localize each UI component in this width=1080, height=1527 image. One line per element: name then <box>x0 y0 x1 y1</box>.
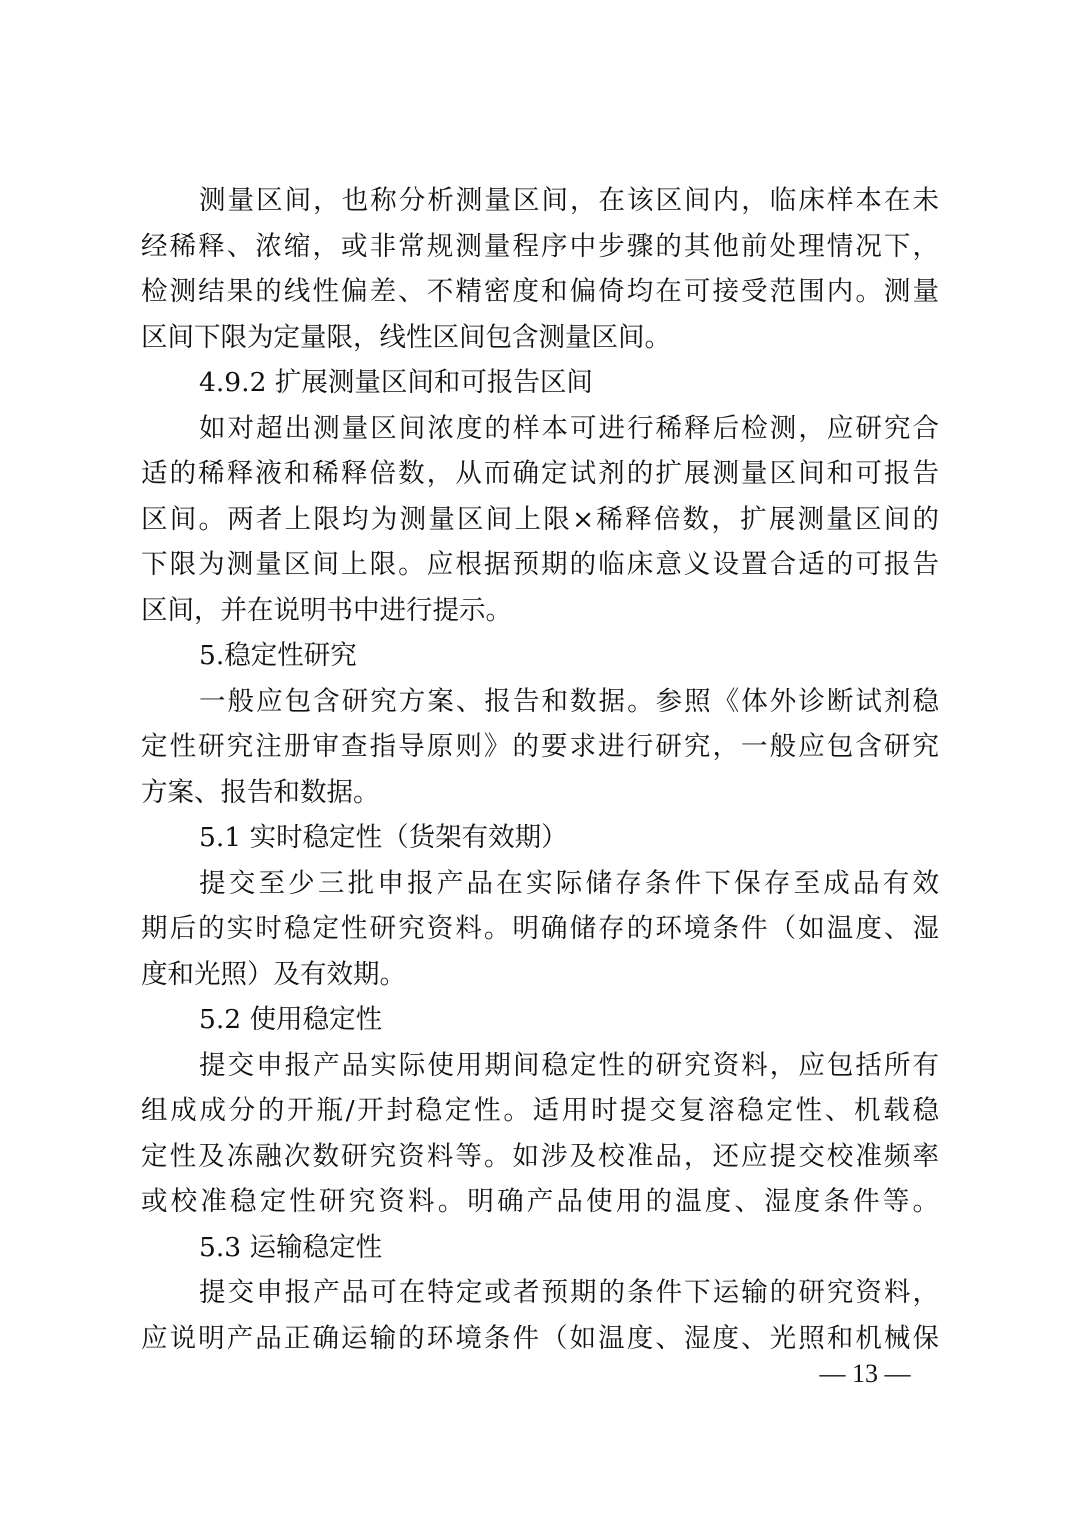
text-line: 区间。两者上限均为测量区间上限×稀释倍数，扩展测量区间的 <box>141 503 939 535</box>
text-line: 区间下限为定量限，线性区间包含测量区间。 <box>141 321 671 353</box>
section-heading: 5.2 使用稳定性 <box>199 1004 383 1035</box>
page-number: — 13 — <box>819 1359 911 1388</box>
text-line: 方案、报告和数据。 <box>141 776 380 808</box>
text-line: 如对超出测量区间浓度的样本可进行稀释后检测，应研究合 <box>199 412 939 444</box>
text-line: 定性研究注册审查指导原则》的要求进行研究，一般应包含研究 <box>141 731 939 762</box>
text-line: 提交申报产品实际使用期间稳定性的研究资料，应包括所有 <box>199 1049 939 1081</box>
text-line: 期后的实时稳定性研究资料。明确储存的环境条件（如温度、湿 <box>141 913 939 944</box>
text-line: 或校准稳定性研究资料。明确产品使用的温度、湿度条件等。 <box>141 1186 939 1217</box>
section-heading: 5.1 实时稳定性（货架有效期） <box>199 822 568 853</box>
body-text <box>141 178 939 1361</box>
text-line: 一般应包含研究方案、报告和数据。参照《体外诊断试剂稳 <box>199 685 939 717</box>
text-line: 下限为测量区间上限。应根据预期的临床意义设置合适的可报告 <box>141 549 939 580</box>
text-line: 应说明产品正确运输的环境条件（如温度、湿度、光照和机械保 <box>141 1322 939 1354</box>
text-line: 组成成分的开瓶/开封稳定性。适用时提交复溶稳定性、机载稳 <box>141 1095 939 1126</box>
text-line: 提交至少三批申报产品在实际储存条件下保存至成品有效 <box>199 867 939 899</box>
text-line: 测量区间，也称分析测量区间，在该区间内，临床样本在未 <box>199 185 939 216</box>
text-line: 提交申报产品可在特定或者预期的条件下运输的研究资料， <box>199 1277 939 1308</box>
text-line: 适的稀释液和稀释倍数，从而确定试剂的扩展测量区间和可报告 <box>141 458 939 489</box>
text-line: 区间，并在说明书中进行提示。 <box>141 594 512 626</box>
section-heading: 5.3 运输稳定性 <box>199 1231 383 1263</box>
section-heading: 5.稳定性研究 <box>199 640 357 671</box>
text-line: 定性及冻融次数研究资料等。如涉及校准品，还应提交校准频率 <box>141 1140 939 1172</box>
text-line: 度和光照）及有效期。 <box>141 958 406 990</box>
text-line: 检测结果的线性偏差、不精密度和偏倚均在可接受范围内。测量 <box>141 276 939 307</box>
section-heading: 4.9.2 扩展测量区间和可报告区间 <box>199 367 593 398</box>
text-line: 经稀释、浓缩，或非常规测量程序中步骤的其他前处理情况下， <box>141 230 939 262</box>
